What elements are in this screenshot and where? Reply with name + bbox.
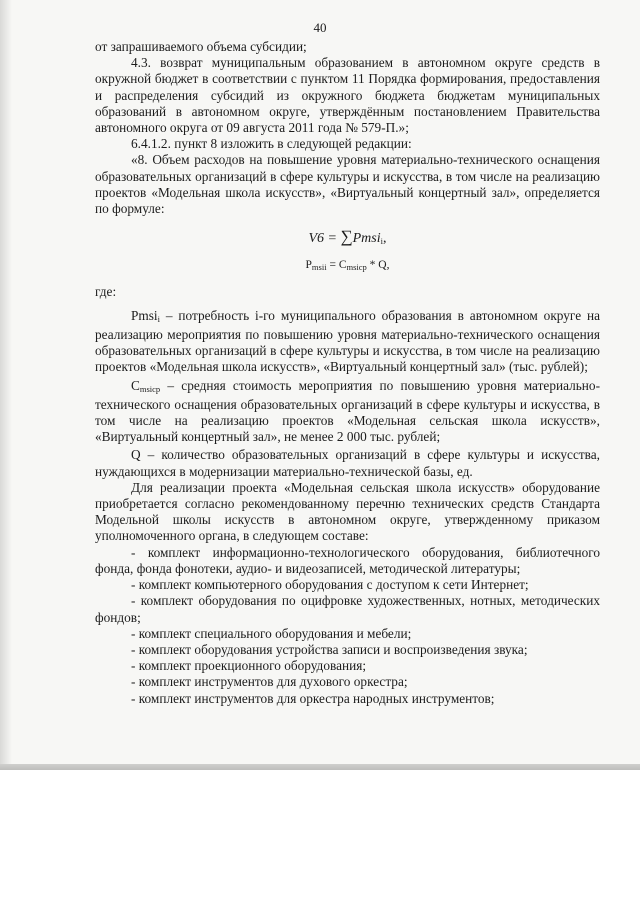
formula-v6 (95, 229, 600, 249)
def-cmsicp-sub: msicp (139, 383, 161, 394)
definition-pmsi (95, 308, 600, 376)
paragraph-model-school: Для реализации проекта «Модельная сельская школа искусств» оборудование приобретается согласно рекомендованному перечню технических средств Стандарта Модельной школы искусств в автономном округе, утвержденному приказом уполномоченного органа, в следующем составе: (95, 479, 600, 544)
formula2-p-sub: msii (311, 262, 327, 273)
formula-pmsii (95, 257, 600, 275)
list-item: - комплект специального оборудования и мебели; (131, 625, 412, 641)
equipment-list (95, 545, 600, 707)
scan-bottom-edge (0, 764, 640, 770)
def-pmsi-symbol: Pmsi (131, 307, 158, 323)
list-item: - комплект оборудования устройства записи и воспроизведения звука; (131, 641, 528, 657)
list-item: - комплект компьютерного оборудования с доступом к сети Интернет; (131, 577, 529, 593)
formula-tail: , (383, 231, 387, 247)
paragraph-4-3: 4.3. возврат муниципальным образованием в автономном округе средств в окружной бюджет в соответствии с пунктом 11 Порядка формирования, предоставления и распределения субсидий из окружного бюджета бюджетам муниципальных образований в автономном округе, утверждённым постановлением Правительства автономного округа от 09 августа 2011 года № 579-П.»; (95, 55, 600, 136)
def-cmsicp-text: – средняя стоимость мероприятия по повышению уровня материально-технического оснащения образовательных организаций в сфере культуры и искусства, в том числе на реализацию проектов «Модельная сельская школа искусств», «Виртуальный концертный зал», не менее 2 000 тыс. рублей; (95, 377, 600, 445)
paragraph-continuation: от запрашиваемого объема субсидии; (95, 39, 307, 54)
definition-cmsicp (95, 378, 600, 446)
formula2-c-sub: msicp (346, 262, 367, 273)
paragraph-8: «8. Объем расходов на повышение уровня материально-технического оснащения образовательных организаций в сфере культуры и искусства, в том числе на реализацию проектов «Модельная школа искусств», «Виртуальный концертный зал», определяется по формуле: (95, 152, 600, 217)
formula-term: Pmsi (352, 231, 381, 247)
formula-lhs: V6 = (308, 231, 341, 247)
where-label: где: (95, 283, 117, 299)
document-body (95, 39, 600, 707)
paragraph-6-4-1-2: 6.4.1.2. пункт 8 изложить в следующей редакции: (131, 136, 412, 152)
formula2-p: P (305, 259, 312, 272)
formula-term-sub: i (380, 236, 383, 247)
page-number: 40 (313, 20, 327, 35)
def-pmsi-sub: i (157, 313, 160, 324)
def-cmsicp-symbol: C (131, 377, 140, 393)
formula2-mid: = C (326, 259, 347, 272)
list-item: - комплект оборудования по оцифровке художественных, нотных, методических фондов; (95, 593, 600, 625)
list-item: - комплект проекционного оборудования; (131, 658, 367, 674)
list-item: - комплект инструментов для духового оркестра; (131, 674, 408, 690)
list-item: - комплект информационно-технологического оборудования, библиотечного фонда, фонда фонотеки, аудио- и видеозаписей, методической литературы; (95, 544, 600, 576)
page-edge-shadow (0, 0, 12, 770)
definition-q: Q – количество образовательных организаций в сфере культуры и искусства, нуждающихся в модернизации материально-технической базы, ед. (95, 447, 600, 479)
def-pmsi-text: – потребность i-го муниципального образования в автономном округе на реализацию мероприятия по повышению уровня материально-технического оснащения образовательных организаций в сфере культуры и искусства, в том числе на реализацию проектов «Модельная школа искусств», «Виртуальный концертный зал» (тыс. рублей); (95, 307, 600, 375)
list-item: - комплект инструментов для оркестра народных инструментов; (131, 690, 495, 706)
sum-symbol: ∑ (340, 227, 353, 247)
formula2-tail: * Q, (366, 259, 390, 272)
